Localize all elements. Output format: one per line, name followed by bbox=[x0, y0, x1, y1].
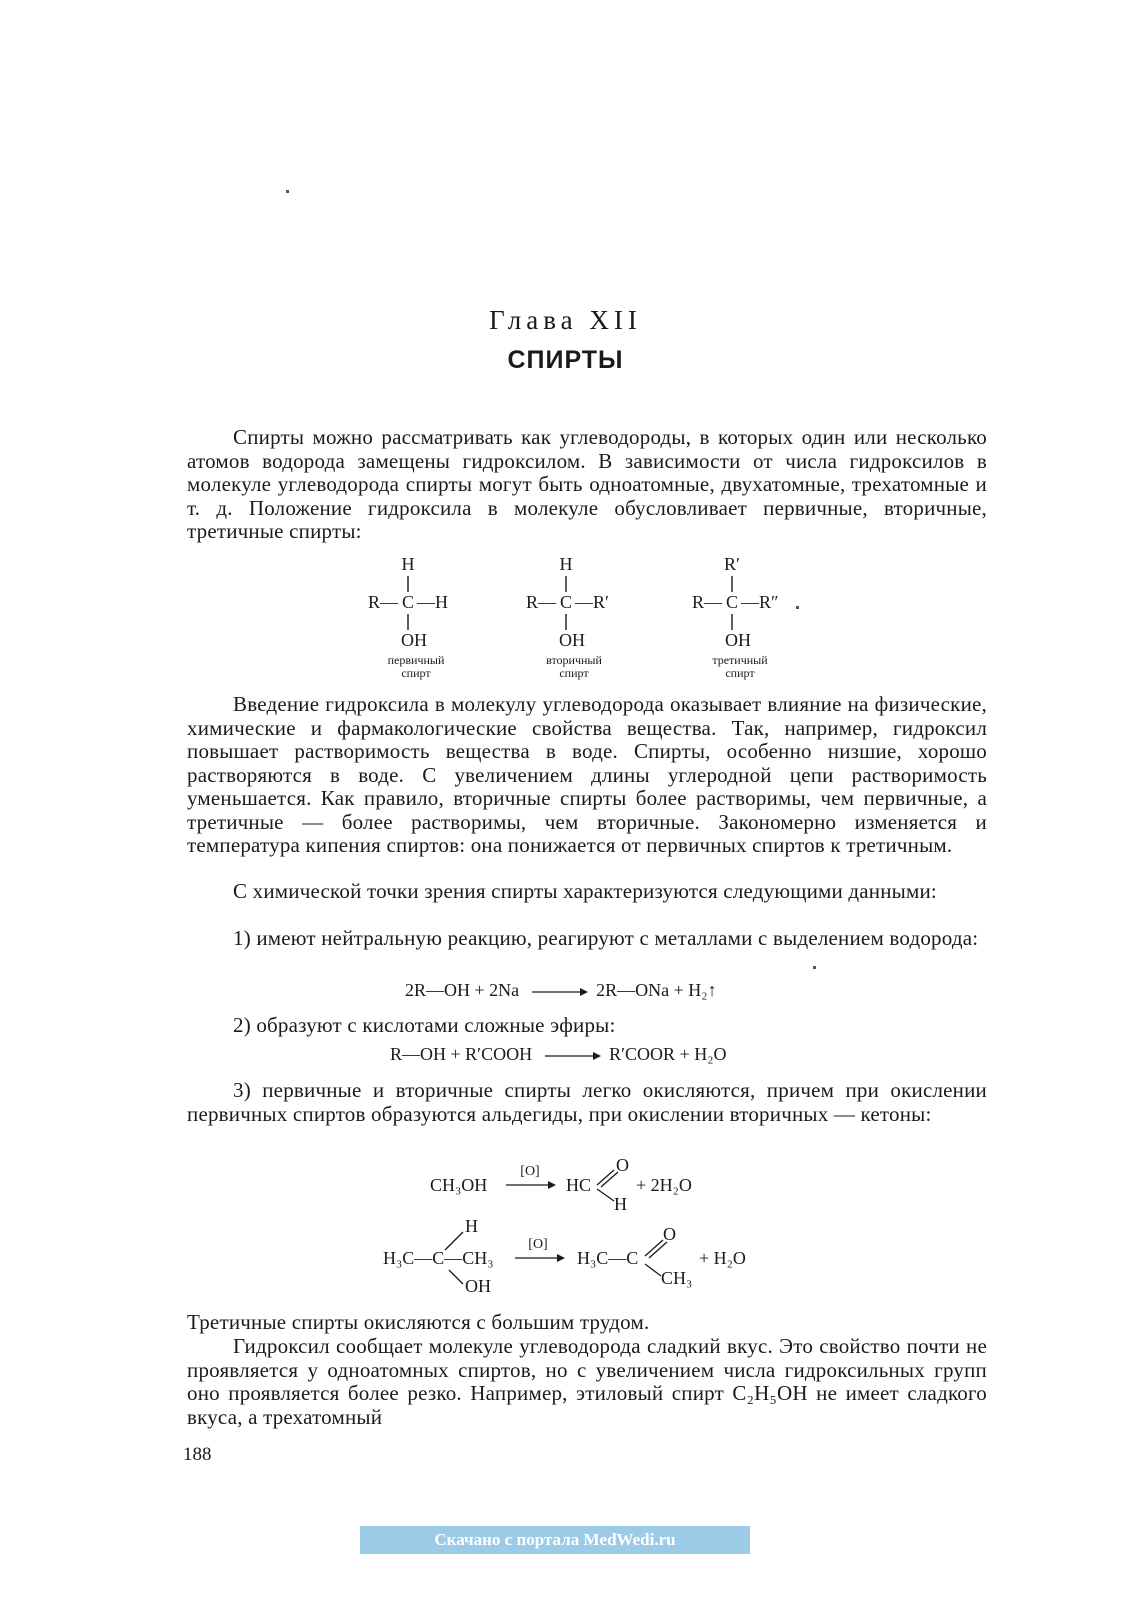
equation-ketone-reactant: H₃C—C—CH₃ bbox=[383, 1248, 494, 1268]
paragraph-tertiary-text: Третичные спирты окисляются с большим трудом. bbox=[187, 1310, 650, 1334]
watermark-text: Скачано с портала MedWedi.ru bbox=[434, 1530, 676, 1549]
speck-mark bbox=[286, 190, 289, 193]
structure-tertiary-bottom: OH bbox=[725, 630, 751, 650]
structure-primary-bottom: OH bbox=[401, 630, 427, 650]
equation-ketone-extra: + H₂O bbox=[699, 1248, 746, 1268]
equation-ester bbox=[390, 1044, 727, 1065]
equation-aldehyde-condition: [O] bbox=[520, 1164, 540, 1179]
equation-ketone-condition: [O] bbox=[528, 1237, 548, 1252]
watermark-banner bbox=[360, 1526, 750, 1554]
structure-secondary-top: H bbox=[559, 554, 573, 574]
paragraph-intro bbox=[187, 426, 987, 544]
paragraph-item-1 bbox=[187, 927, 987, 951]
equation-sodium-left: 2R—OH + 2Na bbox=[405, 980, 520, 1000]
structure-tertiary-top: R′ bbox=[724, 554, 740, 574]
structure-primary-label2: спирт bbox=[401, 666, 431, 680]
equation-ester-left: R—OH + R′COOH bbox=[390, 1044, 533, 1064]
paragraph-sweetness bbox=[187, 1335, 987, 1429]
equation-aldehyde-reactant: CH₃OH bbox=[430, 1175, 488, 1195]
equation-ketone-reactant-oh: OH bbox=[465, 1276, 491, 1296]
structure-primary-right: —H bbox=[417, 592, 448, 612]
equation-aldehyde-product-o: O bbox=[616, 1155, 629, 1175]
structure-secondary bbox=[526, 554, 609, 680]
paragraph-intro-text: Спирты можно рассматривать как углеводороды, в которых один или несколько атомов водорода замещены гидроксилом. В зависимости от числа гидроксилов в молекуле углеводорода спирты могут быть одноатомные, двухатомные, трехатомные и т. д. Положение гидроксила в молекуле обусловливает первичные, вторичные, третичные спирты: bbox=[187, 425, 987, 543]
equation-ester-right: R′COOR + H₂O bbox=[609, 1044, 727, 1064]
paragraph-properties bbox=[187, 693, 987, 858]
structure-tertiary bbox=[692, 554, 779, 680]
structure-primary-center: C bbox=[401, 592, 415, 612]
speck-mark bbox=[796, 606, 799, 609]
equation-aldehyde-extra: + 2H₂O bbox=[636, 1175, 692, 1195]
paragraph-item-3-text: 3) первичные и вторичные спирты легко окисляются, причем при окислении первичных спиртов образуются альдегиды, при окислении вторичных — кетоны: bbox=[187, 1078, 987, 1126]
structure-primary bbox=[368, 554, 448, 680]
structure-secondary-bottom: OH bbox=[559, 630, 585, 650]
paragraph-item-1-text: 1) имеют нейтральную реакцию, реагируют с металлами с выделением водорода: bbox=[233, 926, 979, 950]
equation-ketone bbox=[383, 1218, 773, 1298]
paragraph-item-3 bbox=[187, 1079, 987, 1126]
structure-tertiary-right: —R″ bbox=[741, 592, 779, 612]
structure-tertiary-left: R— bbox=[691, 592, 722, 612]
page-number: 188 bbox=[183, 1444, 212, 1465]
structure-tertiary-center: C bbox=[725, 592, 739, 612]
paragraph-chemical bbox=[187, 880, 987, 904]
equation-ketone-reactant-h: H bbox=[465, 1218, 478, 1236]
structure-primary-left: R— bbox=[367, 592, 398, 612]
structure-secondary-label2: спирт bbox=[559, 666, 589, 680]
alcohol-structures-diagram bbox=[350, 550, 820, 685]
equation-sodium bbox=[405, 980, 717, 1001]
structure-secondary-right: —R′ bbox=[575, 592, 609, 612]
structure-secondary-center: C bbox=[559, 592, 573, 612]
equation-aldehyde bbox=[430, 1155, 730, 1215]
structure-tertiary-label1: третичный bbox=[712, 653, 768, 667]
structure-primary-label1: первичный bbox=[387, 653, 445, 667]
chapter-title: СПИРТЫ bbox=[507, 346, 624, 374]
equation-sodium-right: 2R—ONa + H₂↑ bbox=[596, 980, 717, 1000]
paragraph-item-2-text: 2) образуют с кислотами сложные эфиры: bbox=[233, 1013, 616, 1037]
paragraph-item-2 bbox=[187, 1014, 987, 1038]
structure-tertiary-label2: спирт bbox=[725, 666, 755, 680]
structure-primary-top: H bbox=[401, 554, 415, 574]
paragraph-properties-text: Введение гидроксила в молекулу углеводорода оказывает влияние на физические, химические и фармакологические свойства вещества. Так, например, гидроксил повышает растворимость вещества в воде. Спирты, особенно низшие, хорошо растворяются в воде. С увеличением длины углеродной цепи растворимость уменьшается. Как правило, вторичные спирты более растворимы, чем первичные, а третичные — более растворимы, чем вторичные. Закономерно изменяется и температура кипения спиртов: она понижается от первичных спиртов к третичным. bbox=[187, 692, 987, 857]
equation-aldehyde-product-c: HC bbox=[566, 1175, 592, 1195]
equation-ketone-product-o: O bbox=[663, 1224, 676, 1244]
paragraph-chemical-text: С химической точки зрения спирты характеризуются следующими данными: bbox=[233, 879, 937, 903]
paragraph-tertiary bbox=[187, 1311, 987, 1335]
paragraph-sweetness-text: Гидроксил сообщает молекуле углеводорода сладкий вкус. Это свойство почти не проявляется у одноатомных спиртов, но с увеличением числа гидроксильных групп оно проявляется более резко. Например, этиловый спирт C₂H₅OH не имеет сладкого вкуса, а трехатомный bbox=[187, 1334, 987, 1429]
structure-secondary-label1: вторичный bbox=[546, 653, 602, 667]
equation-aldehyde-product-h: H bbox=[614, 1194, 627, 1214]
equation-ketone-product-ch3: CH₃ bbox=[661, 1268, 693, 1288]
chapter-label: Глава XII bbox=[489, 305, 642, 335]
structure-secondary-left: R— bbox=[525, 592, 556, 612]
equation-ketone-product-c: H₃C—C bbox=[577, 1248, 639, 1268]
speck-mark bbox=[813, 966, 816, 969]
